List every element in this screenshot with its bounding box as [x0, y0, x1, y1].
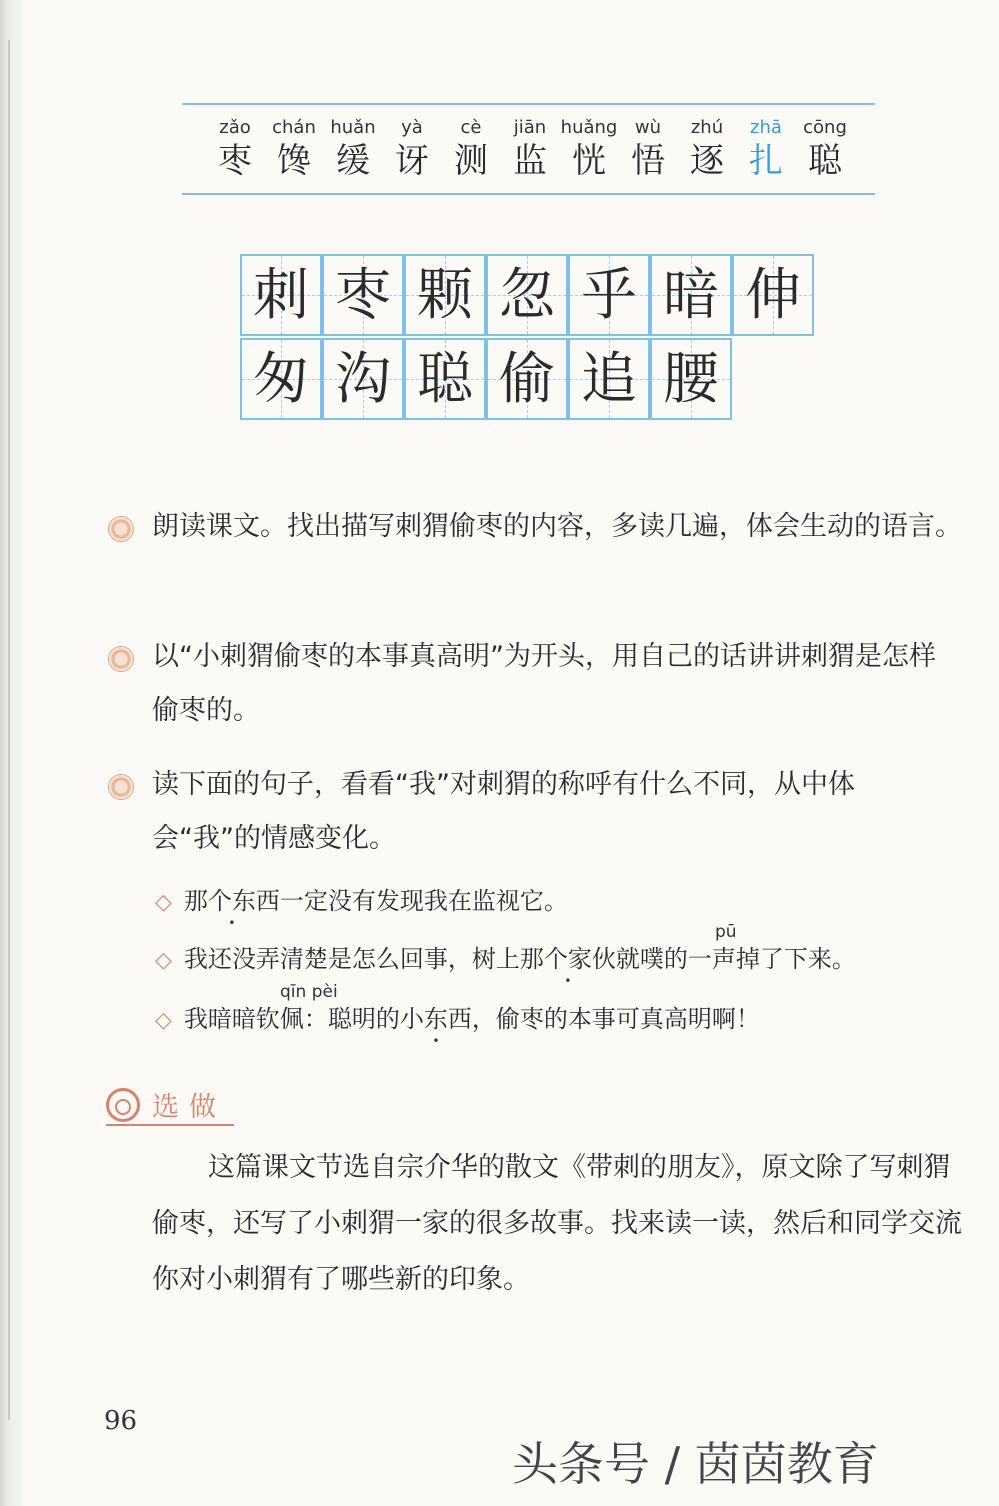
vocab-word: huǎng 恍 [560, 117, 618, 181]
vocab-word: wù 悟 [631, 117, 665, 181]
vocab-word: zǎo 枣 [218, 117, 252, 181]
vocab-top-rule [182, 103, 875, 105]
grid-cell: 伸 [732, 254, 814, 336]
diamond-bullet-icon: ◇ [155, 948, 172, 973]
vocab-bottom-rule [182, 193, 875, 195]
grid-cell: 枣 [322, 254, 404, 336]
example-sentence-3: ◇ 我暗暗钦佩：聪明的小东西，偷枣的本事可真高明啊！ [155, 1005, 760, 1033]
diamond-bullet-icon: ◇ [155, 890, 172, 915]
vocab-word: yà 讶 [395, 117, 429, 181]
grid-cell: 追 [568, 338, 650, 420]
example-sentence-2: ◇ 我还没弄清楚是怎么回事，树上那个家伙就噗的一声掉了下来。 [155, 945, 856, 973]
pinyin-annotation: qīn pèi [280, 982, 338, 1002]
exercise-bullet-icon [108, 516, 134, 542]
grid-cell: 乎 [568, 254, 650, 336]
book-spine [0, 0, 22, 1506]
grid-cell: 刺 [240, 254, 322, 336]
vocab-word: zhú 逐 [690, 117, 724, 181]
grid-cell: 颗 [404, 254, 486, 336]
exercise-bullet-icon [108, 774, 134, 800]
pinyin-annotation: pū [715, 922, 737, 942]
vocab-word: chán 馋 [272, 117, 316, 181]
vocab-word-highlighted: zhā 扎 [749, 117, 783, 181]
grid-cell: 忽 [486, 254, 568, 336]
vocab-word: jiān 监 [513, 117, 547, 181]
grid-cell: 沟 [322, 338, 404, 420]
exercise-1: 朗读课文。找出描写刺猬偷枣的内容，多读几遍，体会生动的语言。 [152, 511, 962, 542]
grid-cell: 聪 [404, 338, 486, 420]
optional-text: 这篇课文节选自宗介华的散文《带刺的朋友》，原文除了写刺猬偷枣，还写了小刺猬一家的很多故事。找来读一读，然后和同学交流你对小刺猬有了哪些新的印象。 [152, 1152, 962, 1295]
vocab-word: huǎn 缓 [330, 117, 376, 181]
vocab-word: cè 测 [454, 117, 488, 181]
grid-cell: 偷 [486, 338, 568, 420]
grid-cell: 暗 [650, 254, 732, 336]
emphasized-phrase: 那个家伙 [519, 945, 616, 973]
emphasized-phrase: 那个东西 [183, 887, 280, 915]
vocab-pinyin-row [205, 115, 855, 185]
vocab-word: cōng 聪 [803, 117, 847, 181]
diamond-bullet-icon: ◇ [155, 1008, 172, 1033]
optional-underline [106, 1124, 234, 1126]
optional-task-icon [106, 1088, 140, 1122]
page-number: 96 [104, 1406, 138, 1436]
exercise-2: 以“小刺猬偷枣的本事真高明”为开头，用自己的话讲讲刺猬是怎样偷枣的。 [152, 641, 936, 726]
optional-title: 选做 [152, 1092, 226, 1123]
grid-cell: 腰 [650, 338, 732, 420]
emphasized-phrase: 小东西 [399, 1005, 472, 1033]
exercise-bullet-icon [108, 646, 134, 672]
grid-cell: 匆 [240, 338, 322, 420]
watermark: 头条号 / 茵茵教育 [512, 1437, 879, 1491]
example-sentence-1: ◇ 那个东西一定没有发现我在监视它。 [155, 887, 568, 915]
exercise-3: 读下面的句子，看看“我”对刺猬的称呼有什么不同，从中体会“我”的情感变化。 [152, 769, 855, 854]
